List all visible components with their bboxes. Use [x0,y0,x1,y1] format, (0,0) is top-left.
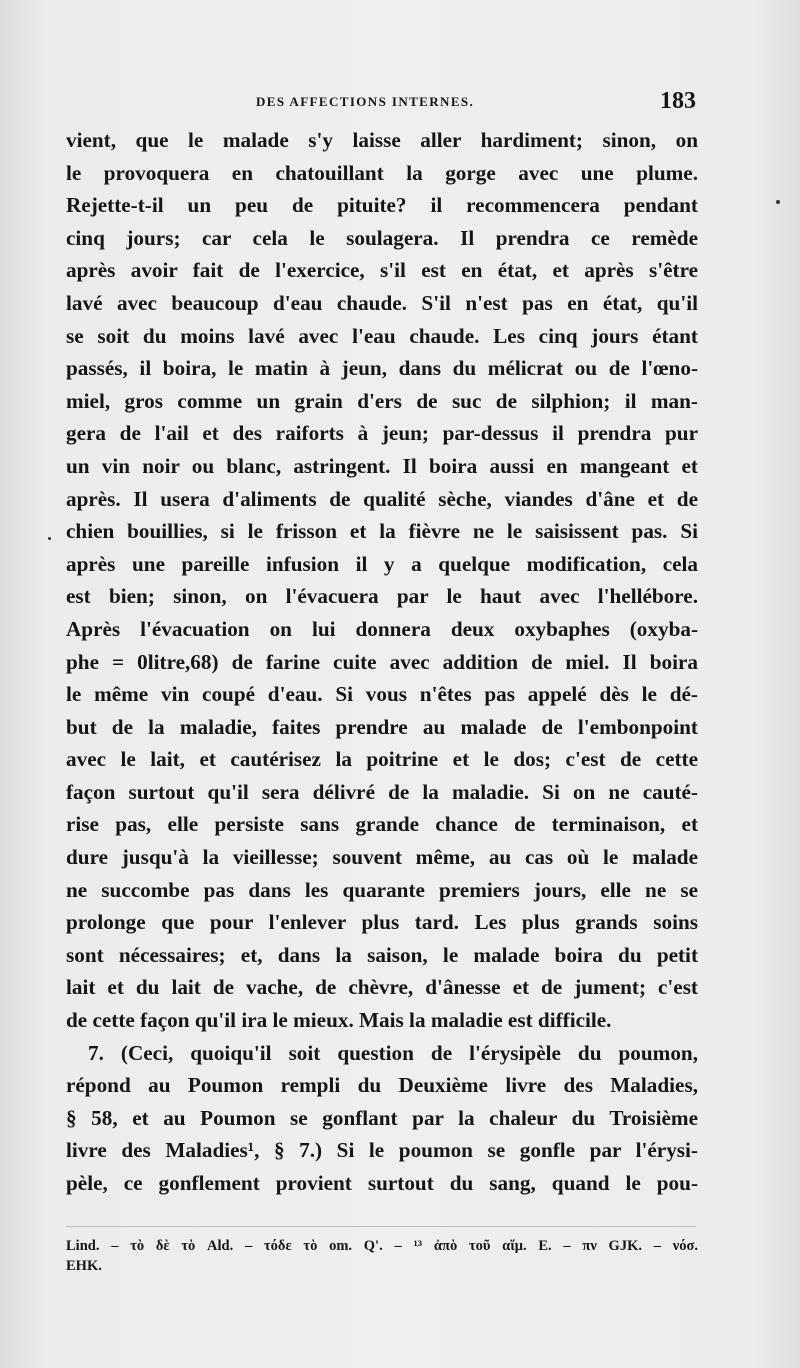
text-line: prolonge que pour l'enlever plus tard. Les plus grands soins [66,910,698,935]
footnote-line: Lind. – τὸ δὲ τὸ Ald. – τόδε τὸ om. Q'. – ¹³ ἀπὸ τοῦ αἵμ. E. – πν GJK. – νόσ. [66,1238,698,1254]
text-line-paragraph-end: de cette façon qu'il ira le mieux. Mais la maladie est difficile. [66,1008,612,1033]
text-line: répond au Poumon rempli du Deuxième livre des Maladies, [66,1073,698,1098]
text-line: § 58, et au Poumon se gonflant par la chaleur du Troisième [66,1105,698,1130]
text-line: façon surtout qu'il sera délivré de la maladie. Si on ne cauté- [66,779,698,804]
text-line: cinq jours; car cela le soulagera. Il prendra ce remède [66,225,698,250]
text-line: le même vin coupé d'eau. Si vous n'êtes pas appelé dès le dé- [66,682,698,707]
text-line: vient, que le malade s'y laisse aller hardiment; sinon, on [66,128,698,152]
text-line: après avoir fait de l'exercice, s'il est en état, et après s'être [66,258,698,283]
text-line: après une pareille infusion il y a quelque modification, cela [66,551,698,576]
footnote-line: EHK. [66,1258,102,1274]
ink-speck [776,200,780,204]
text-line: le provoquera en chatouillant la gorge avec une plume. [66,160,698,185]
text-line: dure jusqu'à la vieillesse; souvent même, au cas où le malade [66,845,698,870]
text-line: est bien; sinon, on l'évacuera par le haut avec l'hellébore. [66,584,698,609]
running-head: DES AFFECTIONS INTERNES. [256,94,475,109]
body-text [66,124,698,1200]
page-number: 183 [660,88,696,114]
text-line: but de la maladie, faites prendre au malade de l'embonpoint [66,714,698,739]
text-line: se soit du moins lavé avec l'eau chaude. Les cinq jours étant [66,323,698,348]
text-line: pèle, ce gonflement provient surtout du sang, quand le pou- [66,1171,698,1195]
text-line: avec le lait, et cautérisez la poitrine et le dos; c'est de cette [66,747,698,772]
text-line: rise pas, elle persiste sans grande chance de terminaison, et [66,812,698,837]
section-7-start: 7. (Ceci, quoiqu'il soit question de l'érysipèle du poumon, [88,1040,698,1065]
text-line: lavé avec beaucoup d'eau chaude. S'il n'est pas en état, qu'il [66,290,698,315]
text-line: livre des Maladies¹, § 7.) Si le poumon se gonfle par l'érysi- [66,1138,698,1163]
page-header [66,88,696,118]
text-line: chien bouillies, si le frisson et la fièvre ne le saisissent pas. Si [66,519,698,544]
text-line: un vin noir ou blanc, astringent. Il boira aussi en mangeant et [66,453,698,478]
ink-speck [48,537,51,540]
footnotes [66,1236,698,1276]
text-line: Après l'évacuation on lui donnera deux oxybaphes (oxyba- [66,616,698,641]
text-line: après. Il usera d'aliments de qualité sèche, viandes d'âne et de [66,486,698,511]
text-line: gera de l'ail et des raiforts à jeun; par-dessus il prendra pur [66,421,698,446]
text-line: miel, gros comme un grain d'ers de suc de silphion; il man- [66,388,698,413]
text-line: sont nécessaires; et, dans la saison, le malade boira du petit [66,942,698,967]
text-line: Rejette-t-il un peu de pituite? il recommencera pendant [66,193,698,218]
text-line: lait et du lait de vache, de chèvre, d'ânesse et de jument; c'est [66,975,698,1000]
text-line: ne succombe pas dans les quarante premiers jours, elle ne se [66,877,698,902]
text-line: passés, il boira, le matin à jeun, dans du mélicrat ou de l'œno- [66,356,698,381]
text-line: phe = 0litre,68) de farine cuite avec addition de miel. Il boira [66,649,698,674]
footnote-divider [66,1226,696,1227]
